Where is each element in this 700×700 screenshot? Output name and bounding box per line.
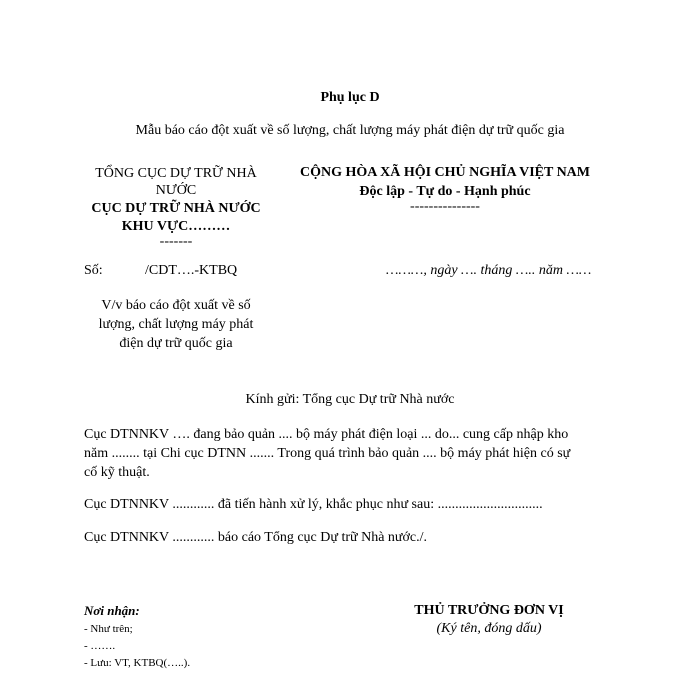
subject-line-2: lượng, chất lượng máy phát: [98, 317, 254, 332]
national-motto: Độc lập - Tự do - Hạnh phúc: [359, 184, 531, 199]
document-subject: [76, 296, 276, 353]
national-title: CỘNG HÒA XÃ HỘI CHỦ NGHĨA VIỆT NAM: [299, 165, 590, 180]
issuing-agency: [76, 165, 276, 199]
agency-line-2: NƯỚC: [155, 183, 197, 198]
right-divider: ---------------: [410, 199, 480, 214]
department-line-2: KHU VỰC………: [121, 219, 231, 234]
body-paragraph-1: [84, 425, 570, 482]
paragraph-1-line-2: năm ........ tại Chi cục DTNN ....... Trong quá trình bảo quản .... bộ máy phát hiện có sự: [84, 446, 571, 461]
subject-line-3: điện dự trữ quốc gia: [119, 336, 233, 351]
form-subtitle: Mẫu báo cáo đột xuất về số lượng, chất lượng máy phát điện dự trữ quốc gia: [135, 123, 565, 138]
body-paragraph-2: Cục DTNNKV ............ đã tiến hành xử lý, khắc phục như sau: ..............................: [84, 497, 543, 512]
paragraph-1-line-3: cố kỹ thuật.: [84, 465, 150, 480]
date-line: ………, ngày …. tháng ….. năm ……: [386, 263, 592, 278]
agency-line-1: TỔNG CỤC DỰ TRỮ NHÀ: [95, 166, 257, 181]
left-divider: -------: [159, 234, 193, 249]
paragraph-1-line-1: Cục DTNNKV …. đang bảo quản .... bộ máy phát điện loại ... do... cung cấp nhập kho: [84, 427, 569, 442]
subject-line-1: V/v báo cáo đột xuất về số: [101, 298, 251, 313]
department-line-1: CỤC DỰ TRỮ NHÀ NƯỚC: [91, 201, 261, 216]
body-paragraph-3: Cục DTNNKV ............ báo cáo Tổng cục Dự trữ Nhà nước./.: [84, 530, 428, 545]
signature-note: (Ký tên, đóng dấu): [436, 621, 542, 636]
document-number-label: Số:: [84, 263, 103, 278]
salutation: Kính gửi: Tổng cục Dự trữ Nhà nước: [245, 392, 455, 407]
document-number-value: /CDT….-KTBQ: [145, 263, 238, 278]
recipients-list: [84, 621, 190, 672]
appendix-title: Phụ lục D: [320, 90, 380, 105]
recipients-heading: Nơi nhận:: [84, 603, 140, 618]
signature-title: THỦ TRƯỞNG ĐƠN VỊ: [414, 603, 564, 618]
recipient-item: - …….: [84, 640, 116, 652]
issuing-department: [66, 200, 286, 236]
recipient-item: - Như trên;: [84, 623, 133, 635]
recipient-item: - Lưu: VT, KTBQ(…..).: [84, 657, 191, 669]
